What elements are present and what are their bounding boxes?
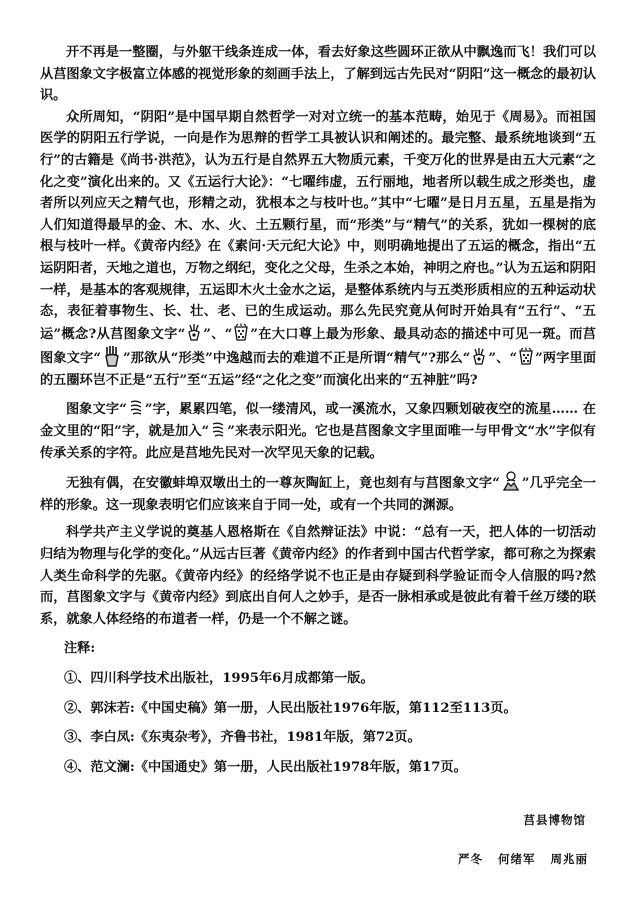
paragraph-4 xyxy=(40,470,596,516)
four-strokes-pictograph-icon xyxy=(129,398,143,416)
paragraph-2-text-b: ”、“ xyxy=(203,326,233,342)
paragraph-4-text-b: ”几乎完全一样的形象。这一现象表明它们应该来自于同一处，或有一个共同的渊源。 xyxy=(40,476,596,513)
paragraph-1-text: 开不再是一整圈，与外躯干线条连成一体，看去好象这些圆环正欲从中飘逸而飞！我们可以从莒图象文字极富立体感的视觉形象的刻画手法上，了解到远古先民对“阴阳”这一概念的最初认识。 xyxy=(40,45,596,104)
paragraph-2-text-a: 众所周知，“阴阳”是中国早期自然哲学一对对立统一的基本范畴，始见于《周易》。而祖国医学的阴阳五行学说，一向是作为思辩的哲学工具被认识和阐述的。最完整、最系统地谈到“五行”的古籍是《尚书·洪范》，认为五行是自然界五大物质元素，千变万化的世界是由五大元素“之化之变”演化出来的。又《五运行大论》：“七曜纬虚，五行丽地，地者所以载生成之形类也，虚者所以列应天之精气也，形精之动，犹根本之与枝叶也。”其中“七曜”是日月五星，五星是指为人们知道得最早的金、木、水、火、土五颗行星，而“形类”与“精气”的关系，犹如一棵树的底根与枝叶一样。《黄帝内经》在《素问·天元纪大论》中，则明确地提出了五运的概念，指出“五运阴阳者，天地之道也，万物之纲纪，变化之父母，生杀之本始，神明之府也。”认为五运和阴阳一样，是基本的客观规律，五运即木火土金水之运，是整体系统内与五类形质相应的五种运动状态，表征着事物生、长、壮、老、已的生成运动。那么先民究竟从何时开始具有“五行”、“五运”概念?从莒图象文字“ xyxy=(40,109,596,342)
paragraph-2 xyxy=(40,107,596,392)
paragraph-3-text-c: ”来表示阳光。它也是莒图象文字里面唯一与甲骨文“水”字似有传承关系的字符。此应是莒地先民对一次罕见天象的记载。 xyxy=(40,424,596,461)
paragraph-2-text-c: ”在大口尊上最为形象、最具动态的描述中可见一斑。而莒图象文字“ xyxy=(40,326,596,367)
rising-sun-pictograph-icon xyxy=(472,347,486,365)
paragraph-3-text-a: 图象文字“ xyxy=(66,401,127,417)
hand-flame-pictograph-icon xyxy=(103,345,121,367)
paragraph-4-text-a: 无独有偶，在安徽蚌埠双墩出土的一尊灰陶缸上，竟也刻有与莒图象文字“ xyxy=(66,476,500,492)
article-body xyxy=(40,42,596,778)
vessel-rings-pictograph-icon xyxy=(519,347,533,365)
rising-sun-pictograph-icon xyxy=(187,323,201,341)
paragraph-2-text-e: ”、“ xyxy=(488,351,518,367)
vessel-rings-pictograph-icon xyxy=(234,323,248,341)
paragraph-1 xyxy=(40,42,596,107)
notes-heading: 注释: xyxy=(64,641,96,657)
author-names: 严冬 何绪军 周兆丽 xyxy=(457,852,588,866)
paragraph-3-text-b: ”字，累累四笔，似一缕清风，或一溪流水，又象四颗划破夜空的流星…… 在金文里的“阳”字，就是加入“ xyxy=(40,401,596,440)
institution-name: 莒县博物馆 xyxy=(523,813,586,827)
paragraph-2-text-d: ”那欲从“形类”中逸越而去的难道不正是所谓“精气”?那么“ xyxy=(122,351,471,367)
paragraph-2-text-f: ”两字里面的五圈环岂不正是“五行”至“五运”经“之化之变”而演化出来的“五神脏”吗? xyxy=(40,351,597,388)
note-item: ②、郭沫若:《中国史稿》第一册，人民出版社1976年版，第112至113页。 xyxy=(64,700,517,716)
paragraph-5-text: 科学共产主义学说的奠基人恩格斯在《自然辩证法》中说：“总有一天，把人体的一切活动归结为物理与化学的变化。”从远古巨著《黄帝内经》的作者到中国古代哲学家，都可称之为探索人类生命科学的先驱。《黄帝内经》的经络学说不也正是由存疑到科学验证而令人信服的吗?然而，莒图象文字与《黄帝内经》到底出自何人之妙手，是否一脉相承或是彼此有着千丝万缕的联系，就象人体经络的布道者一样，仍是一个不解之谜。 xyxy=(40,525,596,627)
four-strokes-pictograph-icon xyxy=(211,420,225,438)
note-item: ④、范文澜:《中国通史》第一册，人民出版社1978年版，第17页。 xyxy=(64,759,467,775)
sun-over-mound-pictograph-icon xyxy=(502,470,520,492)
note-item: ③、李白凤:《东夷杂考》，齐鲁书社，1981年版，第72页。 xyxy=(64,730,421,746)
paragraph-3 xyxy=(40,398,596,465)
note-item: ①、四川科学技术出版社，1995年6月成都第一版。 xyxy=(64,671,374,687)
paragraph-5 xyxy=(40,522,596,630)
